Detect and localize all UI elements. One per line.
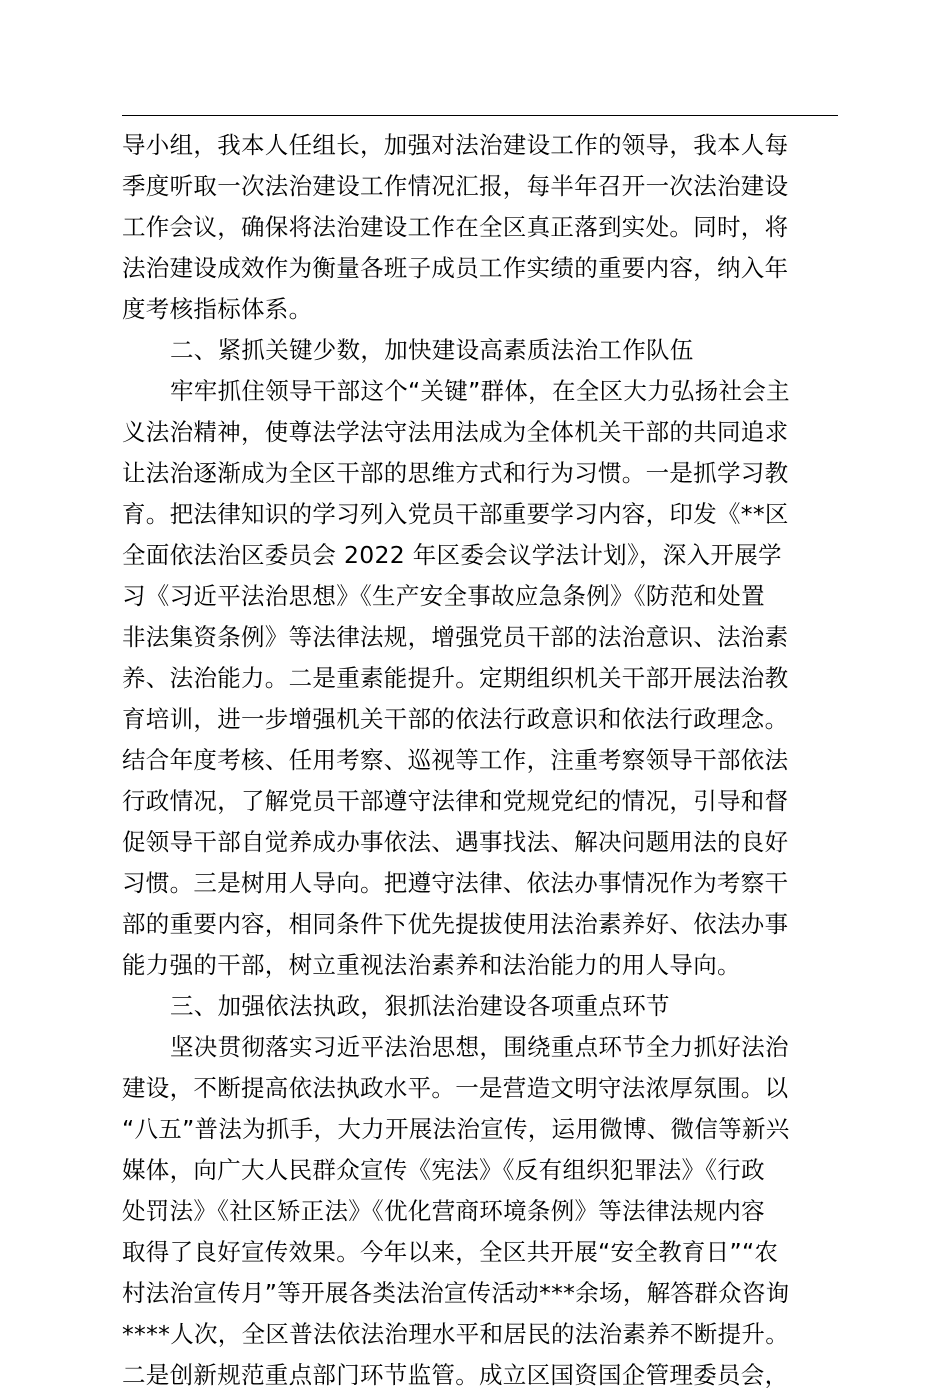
paragraph-line: 结合年度考核、任用考察、巡视等工作，注重考察领导干部依法: [122, 746, 789, 774]
paragraph-line: 取得了良好宣传效果。今年以来，全区共开展“安全教育日”“农: [122, 1238, 779, 1266]
section-heading: 二、紧抓关键少数，加快建设高素质法治工作队伍: [170, 336, 694, 364]
paragraph-line: 能力强的干部，树立重视法治素养和法治能力的用人导向。: [122, 951, 741, 979]
paragraph-line: 养、法治能力。二是重素能提升。定期组织机关干部开展法治教: [122, 664, 789, 692]
paragraph-line: 非法集资条例》等法律法规，增强党员干部的法治意识、法治素: [122, 623, 789, 651]
header-rule: [122, 115, 838, 116]
paragraph-line: 度考核指标体系。: [122, 295, 313, 323]
paragraph-line: 习《习近平法治思想》《生产安全事故应急条例》《防范和处置: [122, 582, 765, 610]
paragraph-line: 全面依法治区委员会 2022 年区委会议学法计划》，深入开展学: [122, 541, 782, 569]
paragraph-line: 法治建设成效作为衡量各班子成员工作实绩的重要内容，纳入年: [122, 254, 789, 282]
paragraph-line: “八五”普法为抓手，大力开展法治宣传，运用微博、微信等新兴: [122, 1115, 790, 1143]
paragraph-line: 育培训，进一步增强机关干部的依法行政意识和依法行政理念。: [122, 705, 789, 733]
paragraph-line: 牢牢抓住领导干部这个“关键”群体，在全区大力弘扬社会主: [170, 377, 790, 405]
paragraph-line: 建设，不断提高依法执政水平。一是营造文明守法浓厚氛围。以: [122, 1074, 789, 1102]
paragraph-line: 行政情况，了解党员干部遵守法律和党规党纪的情况，引导和督: [122, 787, 789, 815]
paragraph-line: 促领导干部自觉养成办事依法、遇事找法、解决问题用法的良好: [122, 828, 789, 856]
section-heading: 三、加强依法执政，狠抓法治建设各项重点环节: [170, 992, 670, 1020]
paragraph-line: 村法治宣传月”等开展各类法治宣传活动***余场，解答群众咨询: [122, 1279, 790, 1307]
paragraph-line: 导小组，我本人任组长，加强对法治建设工作的领导，我本人每: [122, 131, 789, 159]
paragraph-line: 育。把法律知识的学习列入党员干部重要学习内容，印发《**区: [122, 500, 789, 528]
paragraph-line: 习惯。三是树用人导向。把遵守法律、依法办事情况作为考察干: [122, 869, 789, 897]
paragraph-line: 坚决贯彻落实习近平法治思想，围绕重点环节全力抓好法治: [170, 1033, 789, 1061]
paragraph-line: 媒体，向广大人民群众宣传《宪法》《反有组织犯罪法》《行政: [122, 1156, 765, 1184]
paragraph-line: 让法治逐渐成为全区干部的思维方式和行为习惯。一是抓学习教: [122, 459, 789, 487]
paragraph-line: 季度听取一次法治建设工作情况汇报，每半年召开一次法治建设: [122, 172, 789, 200]
document-body: [122, 125, 842, 1396]
paragraph-line: 工作会议，确保将法治建设工作在全区真正落到实处。同时，将: [122, 213, 789, 241]
paragraph-line: ****人次，全区普法依法治理水平和居民的法治素养不断提升。: [122, 1320, 789, 1348]
paragraph-line: 二是创新规范重点部门环节监管。成立区国资国企管理委员会，: [122, 1361, 789, 1389]
paragraph-line: 处罚法》《社区矫正法》《优化营商环境条例》等法律法规内容: [122, 1197, 765, 1225]
paragraph-line: 义法治精神，使尊法学法守法用法成为全体机关干部的共同追求: [122, 418, 789, 446]
paragraph-line: 部的重要内容，相同条件下优先提拔使用法治素养好、依法办事: [122, 910, 789, 938]
